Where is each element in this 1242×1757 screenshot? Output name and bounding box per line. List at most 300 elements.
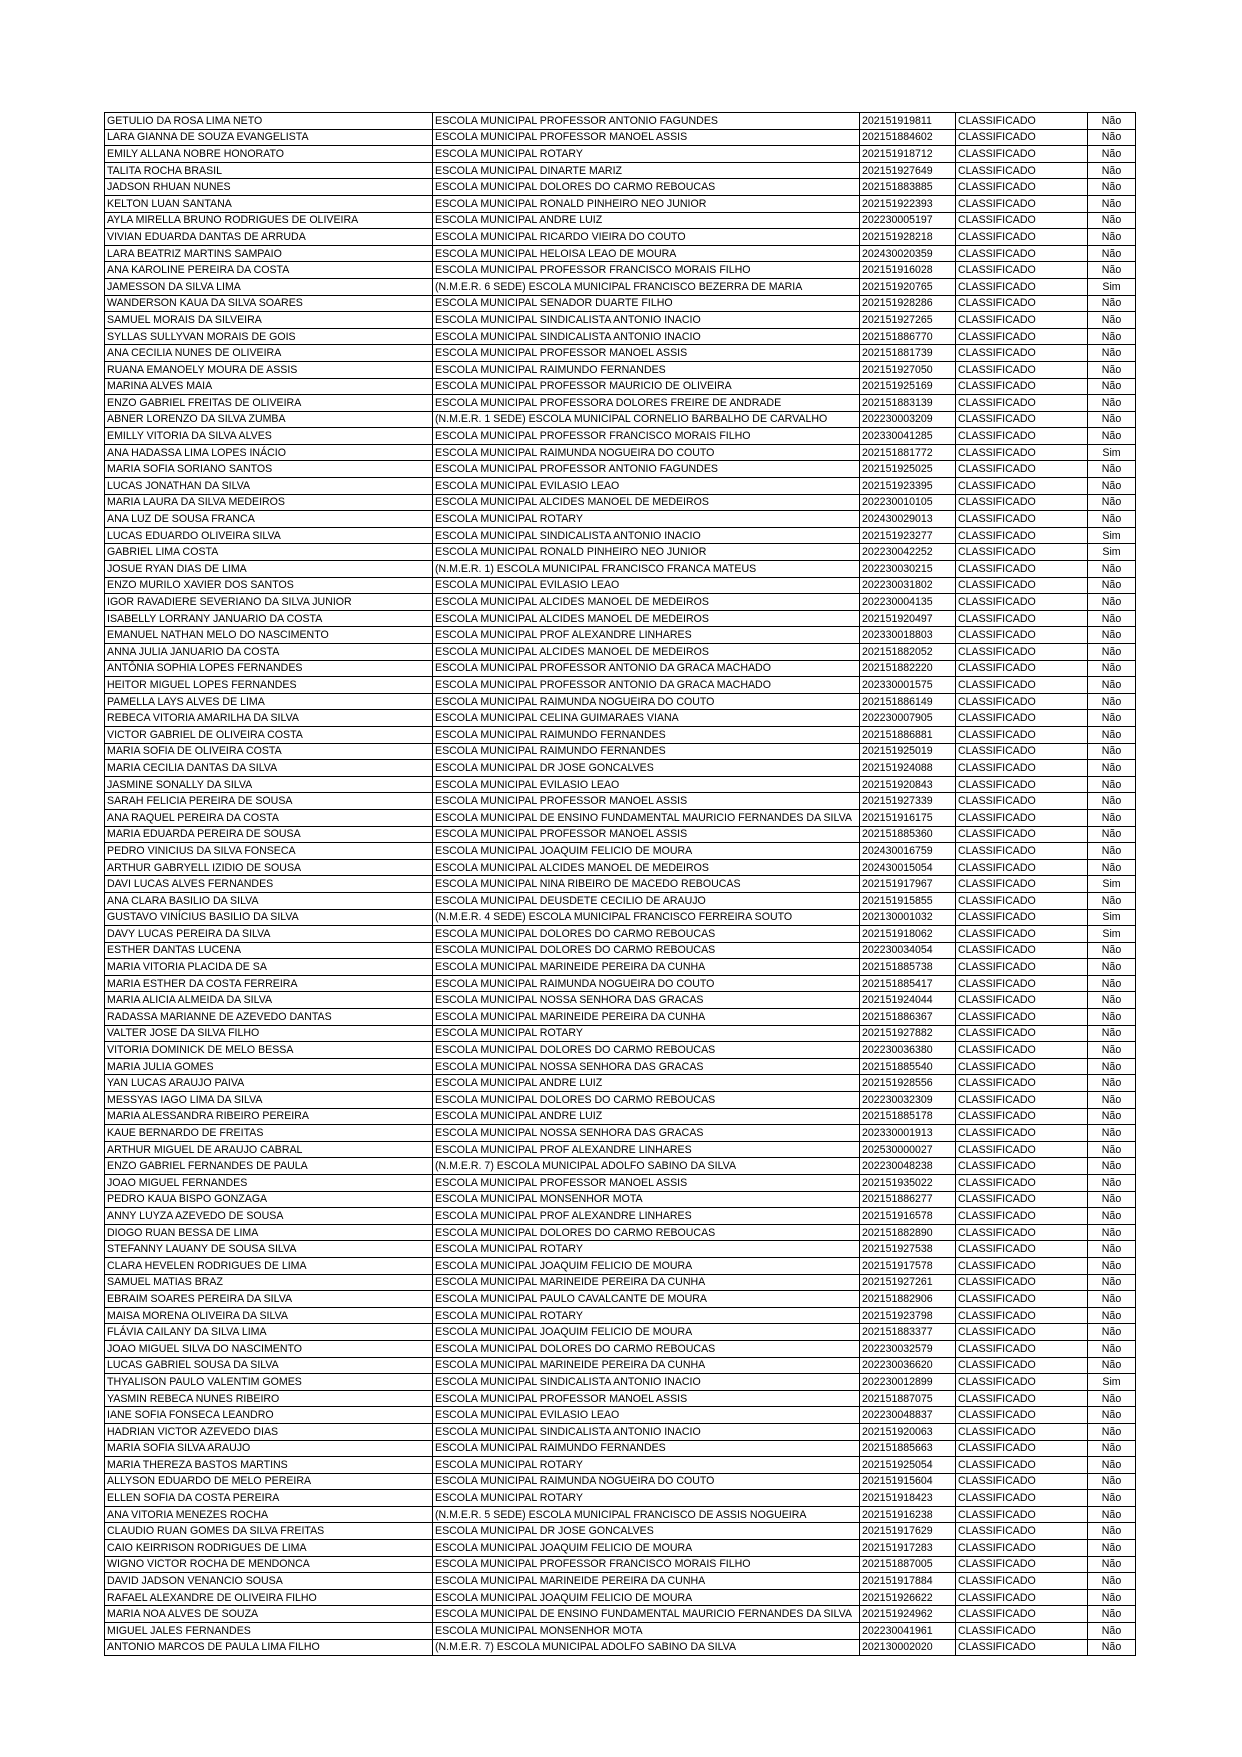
student-name-cell: ELLEN SOFIA DA COSTA PEREIRA xyxy=(105,1490,433,1507)
student-name-cell: MARIA ALESSANDRA RIBEIRO PEREIRA xyxy=(105,1108,433,1125)
flag-cell: Não xyxy=(1088,478,1136,495)
student-name-cell: GETULIO DA ROSA LIMA NETO xyxy=(105,113,433,130)
registration-code-cell: 202230036380 xyxy=(860,1042,956,1059)
student-name-cell: EMILLY VITORIA DA SILVA ALVES xyxy=(105,428,433,445)
status-cell: CLASSIFICADO xyxy=(956,1042,1088,1059)
table-row xyxy=(105,1224,1136,1241)
table-row xyxy=(105,826,1136,843)
student-name-cell: LUCAS EDUARDO OLIVEIRA SILVA xyxy=(105,527,433,544)
registration-code-cell: 202151881739 xyxy=(860,345,956,362)
student-name-cell: ANA HADASSA LIMA LOPES INÁCIO xyxy=(105,444,433,461)
student-name-cell: MARIA LAURA DA SILVA MEDEIROS xyxy=(105,494,433,511)
status-cell: CLASSIFICADO xyxy=(956,1075,1088,1092)
status-cell: CLASSIFICADO xyxy=(956,1623,1088,1640)
student-name-cell: YAN LUCAS ARAUJO PAIVA xyxy=(105,1075,433,1092)
registration-code-cell: 202151917578 xyxy=(860,1257,956,1274)
table-row xyxy=(105,1058,1136,1075)
status-cell: CLASSIFICADO xyxy=(956,809,1088,826)
registration-code-cell: 202151917629 xyxy=(860,1523,956,1540)
table-row xyxy=(105,793,1136,810)
status-cell: CLASSIFICADO xyxy=(956,162,1088,179)
student-name-cell: MARINA ALVES MAIA xyxy=(105,378,433,395)
student-name-cell: ENZO GABRIEL FERNANDES DE PAULA xyxy=(105,1158,433,1175)
status-cell: CLASSIFICADO xyxy=(956,212,1088,229)
table-row xyxy=(105,1175,1136,1192)
flag-cell: Não xyxy=(1088,1291,1136,1308)
school-cell: ESCOLA MUNICIPAL NOSSA SENHORA DAS GRACAS xyxy=(433,992,860,1009)
flag-cell: Não xyxy=(1088,494,1136,511)
flag-cell: Não xyxy=(1088,743,1136,760)
table-row xyxy=(105,478,1136,495)
student-name-cell: JOAO MIGUEL FERNANDES xyxy=(105,1175,433,1192)
school-cell: ESCOLA MUNICIPAL MARINEIDE PEREIRA DA CUNHA xyxy=(433,1357,860,1374)
registration-code-cell: 202151884602 xyxy=(860,129,956,146)
school-cell: ESCOLA MUNICIPAL NINA RIBEIRO DE MACEDO REBOUCAS xyxy=(433,876,860,893)
flag-cell: Não xyxy=(1088,1075,1136,1092)
flag-cell: Sim xyxy=(1088,444,1136,461)
table-row xyxy=(105,660,1136,677)
table-row xyxy=(105,179,1136,196)
flag-cell: Não xyxy=(1088,1241,1136,1258)
status-cell: CLASSIFICADO xyxy=(956,195,1088,212)
registration-code-cell: 202151928556 xyxy=(860,1075,956,1092)
table-row xyxy=(105,1357,1136,1374)
flag-cell: Sim xyxy=(1088,909,1136,926)
status-cell: CLASSIFICADO xyxy=(956,826,1088,843)
school-cell: ESCOLA MUNICIPAL EVILASIO LEAO xyxy=(433,478,860,495)
registration-code-cell: 202151924044 xyxy=(860,992,956,1009)
table-row xyxy=(105,1606,1136,1623)
school-cell: ESCOLA MUNICIPAL PAULO CAVALCANTE DE MOURA xyxy=(433,1291,860,1308)
status-cell: CLASSIFICADO xyxy=(956,328,1088,345)
table-row xyxy=(105,411,1136,428)
registration-code-cell: 202151923277 xyxy=(860,527,956,544)
student-name-cell: MARIA NOA ALVES DE SOUZA xyxy=(105,1606,433,1623)
table-row xyxy=(105,644,1136,661)
status-cell: CLASSIFICADO xyxy=(956,278,1088,295)
status-cell: CLASSIFICADO xyxy=(956,577,1088,594)
student-name-cell: JAMESSON DA SILVA LIMA xyxy=(105,278,433,295)
flag-cell: Não xyxy=(1088,561,1136,578)
school-cell: ESCOLA MUNICIPAL DR JOSE GONCALVES xyxy=(433,760,860,777)
school-cell: ESCOLA MUNICIPAL DEUSDETE CECILIO DE ARAUJO xyxy=(433,892,860,909)
registration-code-cell: 202151886881 xyxy=(860,726,956,743)
registration-code-cell: 202151882052 xyxy=(860,644,956,661)
registration-code-cell: 202151927339 xyxy=(860,793,956,810)
status-cell: CLASSIFICADO xyxy=(956,361,1088,378)
student-name-cell: EMANUEL NATHAN MELO DO NASCIMENTO xyxy=(105,627,433,644)
student-name-cell: WIGNO VICTOR ROCHA DE MENDONCA xyxy=(105,1556,433,1573)
flag-cell: Não xyxy=(1088,1457,1136,1474)
flag-cell: Não xyxy=(1088,229,1136,246)
flag-cell: Não xyxy=(1088,1025,1136,1042)
table-row xyxy=(105,428,1136,445)
school-cell: ESCOLA MUNICIPAL JOAQUIM FELICIO DE MOURA xyxy=(433,1540,860,1557)
school-cell: ESCOLA MUNICIPAL ALCIDES MANOEL DE MEDEIROS xyxy=(433,494,860,511)
registration-code-cell: 202151924962 xyxy=(860,1606,956,1623)
table-row xyxy=(105,1440,1136,1457)
status-cell: CLASSIFICADO xyxy=(956,660,1088,677)
table-row xyxy=(105,743,1136,760)
school-cell: (N.M.E.R. 7) ESCOLA MUNICIPAL ADOLFO SABINO DA SILVA xyxy=(433,1158,860,1175)
status-cell: CLASSIFICADO xyxy=(956,1457,1088,1474)
school-cell: ESCOLA MUNICIPAL PROFESSOR ANTONIO DA GRACA MACHADO xyxy=(433,660,860,677)
status-cell: CLASSIFICADO xyxy=(956,992,1088,1009)
flag-cell: Não xyxy=(1088,942,1136,959)
registration-code-cell: 202151927538 xyxy=(860,1241,956,1258)
flag-cell: Não xyxy=(1088,1606,1136,1623)
table-row xyxy=(105,1141,1136,1158)
table-row xyxy=(105,892,1136,909)
student-name-cell: SAMUEL MORAIS DA SILVEIRA xyxy=(105,312,433,329)
status-cell: CLASSIFICADO xyxy=(956,909,1088,926)
table-row xyxy=(105,1274,1136,1291)
school-cell: ESCOLA MUNICIPAL PROFESSOR MANOEL ASSIS xyxy=(433,793,860,810)
school-cell: ESCOLA MUNICIPAL ALCIDES MANOEL DE MEDEIROS xyxy=(433,610,860,627)
student-name-cell: EMILY ALLANA NOBRE HONORATO xyxy=(105,146,433,163)
school-cell: (N.M.E.R. 4 SEDE) ESCOLA MUNICIPAL FRANCISCO FERREIRA SOUTO xyxy=(433,909,860,926)
flag-cell: Não xyxy=(1088,1158,1136,1175)
registration-code-cell: 202130002020 xyxy=(860,1639,956,1656)
registration-code-cell: 202151883377 xyxy=(860,1324,956,1341)
school-cell: ESCOLA MUNICIPAL CELINA GUIMARAES VIANA xyxy=(433,710,860,727)
school-cell: ESCOLA MUNICIPAL MARINEIDE PEREIRA DA CUNHA xyxy=(433,1009,860,1026)
student-name-cell: DIOGO RUAN BESSA DE LIMA xyxy=(105,1224,433,1241)
registration-code-cell: 202151919811 xyxy=(860,113,956,130)
student-name-cell: ENZO GABRIEL FREITAS DE OLIVEIRA xyxy=(105,395,433,412)
registration-code-cell: 202151928218 xyxy=(860,229,956,246)
school-cell: ESCOLA MUNICIPAL ALCIDES MANOEL DE MEDEIROS xyxy=(433,594,860,611)
table-row xyxy=(105,395,1136,412)
registration-code-cell: 202151925025 xyxy=(860,461,956,478)
student-name-cell: DAVID JADSON VENANCIO SOUSA xyxy=(105,1573,433,1590)
status-cell: CLASSIFICADO xyxy=(956,395,1088,412)
status-cell: CLASSIFICADO xyxy=(956,444,1088,461)
flag-cell: Não xyxy=(1088,776,1136,793)
registration-code-cell: 202130001032 xyxy=(860,909,956,926)
school-cell: ESCOLA MUNICIPAL EVILASIO LEAO xyxy=(433,1407,860,1424)
status-cell: CLASSIFICADO xyxy=(956,1241,1088,1258)
status-cell: CLASSIFICADO xyxy=(956,1307,1088,1324)
status-cell: CLASSIFICADO xyxy=(956,511,1088,528)
flag-cell: Sim xyxy=(1088,544,1136,561)
student-name-cell: MARIA ESTHER DA COSTA FERREIRA xyxy=(105,975,433,992)
school-cell: ESCOLA MUNICIPAL DINARTE MARIZ xyxy=(433,162,860,179)
school-cell: ESCOLA MUNICIPAL DE ENSINO FUNDAMENTAL MAURICIO FERNANDES DA SILVA xyxy=(433,1606,860,1623)
status-cell: CLASSIFICADO xyxy=(956,1523,1088,1540)
status-cell: CLASSIFICADO xyxy=(956,610,1088,627)
flag-cell: Não xyxy=(1088,693,1136,710)
flag-cell: Sim xyxy=(1088,278,1136,295)
table-row xyxy=(105,295,1136,312)
status-cell: CLASSIFICADO xyxy=(956,1009,1088,1026)
registration-code-cell: 202151920843 xyxy=(860,776,956,793)
status-cell: CLASSIFICADO xyxy=(956,1390,1088,1407)
registration-code-cell: 202151882220 xyxy=(860,660,956,677)
registration-code-cell: 202151915604 xyxy=(860,1473,956,1490)
status-cell: CLASSIFICADO xyxy=(956,1158,1088,1175)
student-name-cell: SARAH FELICIA PEREIRA DE SOUSA xyxy=(105,793,433,810)
student-name-cell: GUSTAVO VINÍCIUS BASILIO DA SILVA xyxy=(105,909,433,926)
flag-cell: Não xyxy=(1088,677,1136,694)
status-cell: CLASSIFICADO xyxy=(956,1606,1088,1623)
registration-code-cell: 202230004135 xyxy=(860,594,956,611)
flag-cell: Sim xyxy=(1088,876,1136,893)
table-row xyxy=(105,561,1136,578)
flag-cell: Não xyxy=(1088,179,1136,196)
student-name-cell: RAFAEL ALEXANDRE DE OLIVEIRA FILHO xyxy=(105,1589,433,1606)
student-name-cell: JOSUE RYAN DIAS DE LIMA xyxy=(105,561,433,578)
school-cell: ESCOLA MUNICIPAL RAIMUNDA NOGUEIRA DO COUTO xyxy=(433,1473,860,1490)
flag-cell: Não xyxy=(1088,1556,1136,1573)
flag-cell: Não xyxy=(1088,1257,1136,1274)
student-name-cell: MAISA MORENA OLIVEIRA DA SILVA xyxy=(105,1307,433,1324)
table-row xyxy=(105,1324,1136,1341)
registration-code-cell: 202151917283 xyxy=(860,1540,956,1557)
table-row xyxy=(105,229,1136,246)
flag-cell: Não xyxy=(1088,1092,1136,1109)
flag-cell: Não xyxy=(1088,610,1136,627)
student-name-cell: KAUE BERNARDO DE FREITAS xyxy=(105,1125,433,1142)
table-row xyxy=(105,1009,1136,1026)
school-cell: ESCOLA MUNICIPAL ROTARY xyxy=(433,146,860,163)
school-cell: ESCOLA MUNICIPAL PROF ALEXANDRE LINHARES xyxy=(433,1141,860,1158)
school-cell: ESCOLA MUNICIPAL ROTARY xyxy=(433,1307,860,1324)
status-cell: CLASSIFICADO xyxy=(956,1540,1088,1557)
student-name-cell: MARIA SOFIA SILVA ARAUJO xyxy=(105,1440,433,1457)
school-cell: ESCOLA MUNICIPAL RONALD PINHEIRO NEO JUNIOR xyxy=(433,544,860,561)
registration-code-cell: 202151927265 xyxy=(860,312,956,329)
table-row xyxy=(105,1523,1136,1540)
registration-code-cell: 202230041961 xyxy=(860,1623,956,1640)
student-name-cell: CLAUDIO RUAN GOMES DA SILVA FREITAS xyxy=(105,1523,433,1540)
registration-code-cell: 202330001575 xyxy=(860,677,956,694)
student-name-cell: HADRIAN VICTOR AZEVEDO DIAS xyxy=(105,1423,433,1440)
school-cell: ESCOLA MUNICIPAL SINDICALISTA ANTONIO INACIO xyxy=(433,328,860,345)
status-cell: CLASSIFICADO xyxy=(956,1407,1088,1424)
school-cell: (N.M.E.R. 7) ESCOLA MUNICIPAL ADOLFO SABINO DA SILVA xyxy=(433,1639,860,1656)
registration-code-cell: 202151886770 xyxy=(860,328,956,345)
flag-cell: Não xyxy=(1088,511,1136,528)
table-row xyxy=(105,378,1136,395)
table-row xyxy=(105,627,1136,644)
registration-code-cell: 202151885663 xyxy=(860,1440,956,1457)
table-row xyxy=(105,1490,1136,1507)
school-cell: ESCOLA MUNICIPAL ALCIDES MANOEL DE MEDEIROS xyxy=(433,644,860,661)
student-name-cell: MARIA SOFIA DE OLIVEIRA COSTA xyxy=(105,743,433,760)
status-cell: CLASSIFICADO xyxy=(956,1141,1088,1158)
table-row xyxy=(105,444,1136,461)
flag-cell: Não xyxy=(1088,1540,1136,1557)
registration-code-cell: 202230003209 xyxy=(860,411,956,428)
school-cell: ESCOLA MUNICIPAL ROTARY xyxy=(433,1241,860,1258)
school-cell: ESCOLA MUNICIPAL DOLORES DO CARMO REBOUCAS xyxy=(433,1224,860,1241)
registration-code-cell: 202151885540 xyxy=(860,1058,956,1075)
school-cell: ESCOLA MUNICIPAL JOAQUIM FELICIO DE MOURA xyxy=(433,1324,860,1341)
status-cell: CLASSIFICADO xyxy=(956,1374,1088,1391)
flag-cell: Não xyxy=(1088,594,1136,611)
student-name-cell: FLÁVIA CAILANY DA SILVA LIMA xyxy=(105,1324,433,1341)
school-cell: ESCOLA MUNICIPAL ROTARY xyxy=(433,1457,860,1474)
status-cell: CLASSIFICADO xyxy=(956,926,1088,943)
flag-cell: Não xyxy=(1088,1573,1136,1590)
status-cell: CLASSIFICADO xyxy=(956,494,1088,511)
student-name-cell: TALITA ROCHA BRASIL xyxy=(105,162,433,179)
status-cell: CLASSIFICADO xyxy=(956,1125,1088,1142)
school-cell: ESCOLA MUNICIPAL DOLORES DO CARMO REBOUCAS xyxy=(433,1042,860,1059)
table-row xyxy=(105,461,1136,478)
registration-code-cell: 202151925019 xyxy=(860,743,956,760)
registration-code-cell: 202230048837 xyxy=(860,1407,956,1424)
table-row xyxy=(105,843,1136,860)
registration-code-cell: 202151926622 xyxy=(860,1589,956,1606)
table-row xyxy=(105,1291,1136,1308)
school-cell: ESCOLA MUNICIPAL DOLORES DO CARMO REBOUCAS xyxy=(433,1340,860,1357)
school-cell: ESCOLA MUNICIPAL PROFESSOR FRANCISCO MORAIS FILHO xyxy=(433,1556,860,1573)
school-cell: ESCOLA MUNICIPAL SINDICALISTA ANTONIO INACIO xyxy=(433,312,860,329)
status-cell: CLASSIFICADO xyxy=(956,345,1088,362)
student-name-cell: DAVI LUCAS ALVES FERNANDES xyxy=(105,876,433,893)
school-cell: ESCOLA MUNICIPAL SINDICALISTA ANTONIO INACIO xyxy=(433,1374,860,1391)
school-cell: (N.M.E.R. 6 SEDE) ESCOLA MUNICIPAL FRANCISCO BEZERRA DE MARIA xyxy=(433,278,860,295)
registration-code-cell: 202230005197 xyxy=(860,212,956,229)
school-cell: ESCOLA MUNICIPAL RICARDO VIEIRA DO COUTO xyxy=(433,229,860,246)
student-name-cell: HEITOR MIGUEL LOPES FERNANDES xyxy=(105,677,433,694)
student-name-cell: MARIA ALICIA ALMEIDA DA SILVA xyxy=(105,992,433,1009)
table-row xyxy=(105,992,1136,1009)
school-cell: ESCOLA MUNICIPAL PROFESSOR MANOEL ASSIS xyxy=(433,1390,860,1407)
student-name-cell: MARIA VITORIA PLACIDA DE SA xyxy=(105,959,433,976)
school-cell: ESCOLA MUNICIPAL PROFESSOR MANOEL ASSIS xyxy=(433,129,860,146)
status-cell: CLASSIFICADO xyxy=(956,179,1088,196)
status-cell: CLASSIFICADO xyxy=(956,378,1088,395)
flag-cell: Não xyxy=(1088,1589,1136,1606)
status-cell: CLASSIFICADO xyxy=(956,527,1088,544)
school-cell: ESCOLA MUNICIPAL ANDRE LUIZ xyxy=(433,1075,860,1092)
registration-code-cell: 202430015054 xyxy=(860,859,956,876)
flag-cell: Não xyxy=(1088,826,1136,843)
flag-cell: Não xyxy=(1088,411,1136,428)
student-name-cell: PEDRO KAUA BISPO GONZAGA xyxy=(105,1191,433,1208)
school-cell: ESCOLA MUNICIPAL RAIMUNDA NOGUEIRA DO COUTO xyxy=(433,693,860,710)
table-row xyxy=(105,1623,1136,1640)
school-cell: ESCOLA MUNICIPAL PROFESSOR MANOEL ASSIS xyxy=(433,826,860,843)
flag-cell: Não xyxy=(1088,1357,1136,1374)
student-name-cell: ANA KAROLINE PEREIRA DA COSTA xyxy=(105,262,433,279)
registration-code-cell: 202151885738 xyxy=(860,959,956,976)
flag-cell: Não xyxy=(1088,1058,1136,1075)
school-cell: ESCOLA MUNICIPAL PROF ALEXANDRE LINHARES xyxy=(433,1208,860,1225)
student-name-cell: PAMELLA LAYS ALVES DE LIMA xyxy=(105,693,433,710)
registration-code-cell: 202230048238 xyxy=(860,1158,956,1175)
registration-code-cell: 202151927050 xyxy=(860,361,956,378)
flag-cell: Não xyxy=(1088,959,1136,976)
table-row xyxy=(105,129,1136,146)
registration-code-cell: 202151927261 xyxy=(860,1274,956,1291)
student-name-cell: VIVIAN EDUARDA DANTAS DE ARRUDA xyxy=(105,229,433,246)
school-cell: ESCOLA MUNICIPAL RAIMUNDO FERNANDES xyxy=(433,361,860,378)
registration-code-cell: 202151917967 xyxy=(860,876,956,893)
student-name-cell: ANA LUZ DE SOUSA FRANCA xyxy=(105,511,433,528)
status-cell: CLASSIFICADO xyxy=(956,478,1088,495)
status-cell: CLASSIFICADO xyxy=(956,245,1088,262)
school-cell: ESCOLA MUNICIPAL NOSSA SENHORA DAS GRACAS xyxy=(433,1125,860,1142)
status-cell: CLASSIFICADO xyxy=(956,627,1088,644)
status-cell: CLASSIFICADO xyxy=(956,1473,1088,1490)
school-cell: ESCOLA MUNICIPAL PROFESSOR ANTONIO DA GRACA MACHADO xyxy=(433,677,860,694)
table-row xyxy=(105,859,1136,876)
flag-cell: Não xyxy=(1088,859,1136,876)
flag-cell: Não xyxy=(1088,760,1136,777)
school-cell: ESCOLA MUNICIPAL MARINEIDE PEREIRA DA CUNHA xyxy=(433,1274,860,1291)
school-cell: ESCOLA MUNICIPAL DOLORES DO CARMO REBOUCAS xyxy=(433,179,860,196)
table-row xyxy=(105,677,1136,694)
table-row xyxy=(105,610,1136,627)
status-cell: CLASSIFICADO xyxy=(956,793,1088,810)
status-cell: CLASSIFICADO xyxy=(956,959,1088,976)
registration-code-cell: 202151920497 xyxy=(860,610,956,627)
student-name-cell: STEFANNY LAUANY DE SOUSA SILVA xyxy=(105,1241,433,1258)
status-cell: CLASSIFICADO xyxy=(956,644,1088,661)
student-name-cell: REBECA VITORIA AMARILHA DA SILVA xyxy=(105,710,433,727)
status-cell: CLASSIFICADO xyxy=(956,743,1088,760)
school-cell: (N.M.E.R. 1) ESCOLA MUNICIPAL FRANCISCO FRANCA MATEUS xyxy=(433,561,860,578)
status-cell: CLASSIFICADO xyxy=(956,1589,1088,1606)
school-cell: (N.M.E.R. 1 SEDE) ESCOLA MUNICIPAL CORNELIO BARBALHO DE CARVALHO xyxy=(433,411,860,428)
student-name-cell: MARIA SOFIA SORIANO SANTOS xyxy=(105,461,433,478)
student-name-cell: LARA GIANNA DE SOUZA EVANGELISTA xyxy=(105,129,433,146)
table-row xyxy=(105,942,1136,959)
flag-cell: Não xyxy=(1088,710,1136,727)
status-cell: CLASSIFICADO xyxy=(956,1092,1088,1109)
school-cell: ESCOLA MUNICIPAL EVILASIO LEAO xyxy=(433,776,860,793)
school-cell: ESCOLA MUNICIPAL MARINEIDE PEREIRA DA CUNHA xyxy=(433,1573,860,1590)
registration-code-cell: 202151881772 xyxy=(860,444,956,461)
flag-cell: Não xyxy=(1088,809,1136,826)
school-cell: ESCOLA MUNICIPAL SENADOR DUARTE FILHO xyxy=(433,295,860,312)
school-cell: ESCOLA MUNICIPAL PROFESSOR ANTONIO FAGUNDES xyxy=(433,461,860,478)
status-cell: CLASSIFICADO xyxy=(956,1639,1088,1656)
flag-cell: Não xyxy=(1088,577,1136,594)
student-name-cell: RUANA EMANOELY MOURA DE ASSIS xyxy=(105,361,433,378)
table-row xyxy=(105,760,1136,777)
registration-code-cell: 202151928286 xyxy=(860,295,956,312)
table-row xyxy=(105,511,1136,528)
table-row xyxy=(105,1025,1136,1042)
status-cell: CLASSIFICADO xyxy=(956,1274,1088,1291)
table-row xyxy=(105,909,1136,926)
status-cell: CLASSIFICADO xyxy=(956,1340,1088,1357)
table-row xyxy=(105,776,1136,793)
registration-code-cell: 202430020359 xyxy=(860,245,956,262)
flag-cell: Não xyxy=(1088,1340,1136,1357)
flag-cell: Não xyxy=(1088,843,1136,860)
student-name-cell: ANNY LUYZA AZEVEDO DE SOUSA xyxy=(105,1208,433,1225)
flag-cell: Não xyxy=(1088,262,1136,279)
status-cell: CLASSIFICADO xyxy=(956,776,1088,793)
status-cell: CLASSIFICADO xyxy=(956,1224,1088,1241)
registration-code-cell: 202151916238 xyxy=(860,1506,956,1523)
student-name-cell: VITORIA DOMINICK DE MELO BESSA xyxy=(105,1042,433,1059)
registration-code-cell: 202151924088 xyxy=(860,760,956,777)
school-cell: ESCOLA MUNICIPAL ROTARY xyxy=(433,511,860,528)
table-row xyxy=(105,113,1136,130)
registration-code-cell: 202151886149 xyxy=(860,693,956,710)
school-cell: ESCOLA MUNICIPAL SINDICALISTA ANTONIO INACIO xyxy=(433,1423,860,1440)
registration-code-cell: 202230031802 xyxy=(860,577,956,594)
school-cell: ESCOLA MUNICIPAL PROFESSOR FRANCISCO MORAIS FILHO xyxy=(433,262,860,279)
registration-code-cell: 202330001913 xyxy=(860,1125,956,1142)
